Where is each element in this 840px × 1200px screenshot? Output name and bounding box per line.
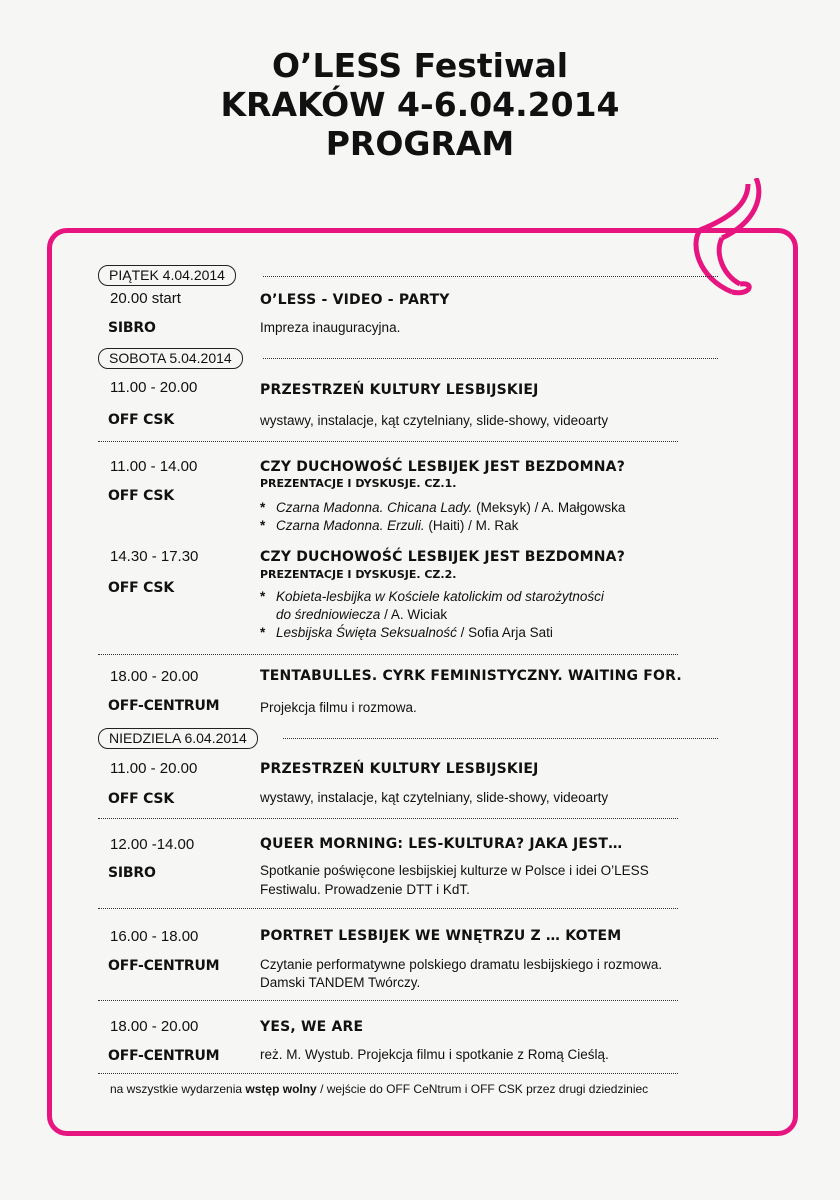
- day-divider: [263, 276, 718, 277]
- event-bullet: * Kobieta-lesbijka w Kościele katolickim od starożytności: [260, 589, 604, 604]
- event-title: O’LESS - VIDEO - PARTY: [260, 292, 450, 308]
- day-label-friday: PIĄTEK 4.04.2014: [98, 265, 236, 286]
- event-title: PORTRET LESBIJEK WE WNĘTRZU Z … KOTEM: [260, 928, 622, 944]
- event-title: CZY DUCHOWOŚĆ LESBIJEK JEST BEZDOMNA?: [260, 549, 626, 565]
- festival-name: O’LESS Festiwal: [271, 46, 569, 85]
- event-description: Damski TANDEM Twórczy.: [260, 975, 421, 990]
- program-heading: PROGRAM: [325, 124, 515, 163]
- event-description: Festiwalu. Prowadzenie DTT i KdT.: [260, 882, 470, 897]
- event-title: TENTABULLES. CYRK FEMINISTYCZNY. WAITING FOR.: [260, 668, 682, 684]
- event-venue: OFF CSK: [108, 791, 174, 807]
- event-description: Spotkanie poświęcone lesbijskiej kulturze w Polsce i idei O’LESS: [260, 863, 649, 878]
- event-venue: SIBRO: [108, 320, 156, 336]
- event-venue: OFF CSK: [108, 412, 174, 428]
- event-separator: [98, 818, 678, 819]
- page-header: [0, 46, 840, 163]
- event-time: 20.00 start: [110, 290, 181, 307]
- event-separator: [98, 441, 678, 442]
- event-description: wystawy, instalacje, kąt czytelniany, slide-showy, videoarty: [260, 413, 609, 428]
- event-separator: [98, 908, 678, 909]
- event-venue: OFF CSK: [108, 580, 174, 596]
- event-bullet: * Czarna Madonna. Erzuli. (Haiti) / M. Rak: [260, 518, 519, 533]
- footer-separator: [98, 1073, 678, 1074]
- event-title: PRZESTRZEŃ KULTURY LESBIJSKIEJ: [260, 761, 539, 777]
- event-bullet: * Lesbijska Święta Seksualność / Sofia Arja Sati: [260, 625, 553, 640]
- event-title: PRZESTRZEŃ KULTURY LESBIJSKIEJ: [260, 382, 539, 398]
- program-content: [98, 258, 738, 1118]
- footer-note: na wszystkie wydarzenia wstęp wolny / wejście do OFF CeNtrum i OFF CSK przez drugi dziedziniec: [110, 1082, 649, 1096]
- event-venue: OFF-CENTRUM: [108, 698, 220, 714]
- event-time: 11.00 - 20.00: [110, 379, 198, 396]
- day-label-saturday: SOBOTA 5.04.2014: [98, 348, 243, 369]
- event-title: YES, WE ARE: [260, 1019, 364, 1035]
- event-time: 14.30 - 17.30: [110, 548, 199, 565]
- event-description: Projekcja filmu i rozmowa.: [260, 700, 417, 715]
- event-venue: OFF-CENTRUM: [108, 1048, 220, 1064]
- event-subtitle: PREZENTACJE I DYSKUSJE. CZ.2.: [260, 568, 457, 581]
- event-time: 16.00 - 18.00: [110, 928, 199, 945]
- event-title: CZY DUCHOWOŚĆ LESBIJEK JEST BEZDOMNA?: [260, 459, 626, 475]
- event-venue: OFF-CENTRUM: [108, 958, 220, 974]
- event-time: 11.00 - 14.00: [110, 458, 198, 475]
- event-time: 11.00 - 20.00: [110, 760, 198, 777]
- event-time: 18.00 - 20.00: [110, 668, 199, 685]
- event-bullet-continued: do średniowiecza / A. Wiciak: [276, 607, 448, 622]
- event-venue: SIBRO: [108, 865, 156, 881]
- event-venue: OFF CSK: [108, 488, 174, 504]
- day-divider: [283, 738, 718, 739]
- day-divider: [263, 358, 718, 359]
- event-description: Impreza inauguracyjna.: [260, 320, 401, 335]
- event-subtitle: PREZENTACJE I DYSKUSJE. CZ.1.: [260, 477, 457, 490]
- event-time: 18.00 - 20.00: [110, 1018, 199, 1035]
- event-description: wystawy, instalacje, kąt czytelniany, slide-showy, videoarty: [260, 790, 609, 805]
- event-separator: [98, 654, 678, 655]
- event-separator: [98, 1000, 678, 1001]
- event-time: 12.00 -14.00: [110, 836, 195, 853]
- day-label-sunday: NIEDZIELA 6.04.2014: [98, 728, 258, 749]
- event-description: Czytanie performatywne polskiego dramatu lesbijskiego i rozmowa.: [260, 957, 663, 972]
- event-title: QUEER MORNING: LES-KULTURA? JAKA JEST…: [260, 836, 623, 852]
- festival-place-date: KRAKÓW 4-6.04.2014: [220, 85, 620, 124]
- event-bullet: * Czarna Madonna. Chicana Lady. (Meksyk) / A. Małgowska: [260, 500, 626, 515]
- event-description: reż. M. Wystub. Projekcja filmu i spotkanie z Romą Cieślą.: [260, 1047, 609, 1062]
